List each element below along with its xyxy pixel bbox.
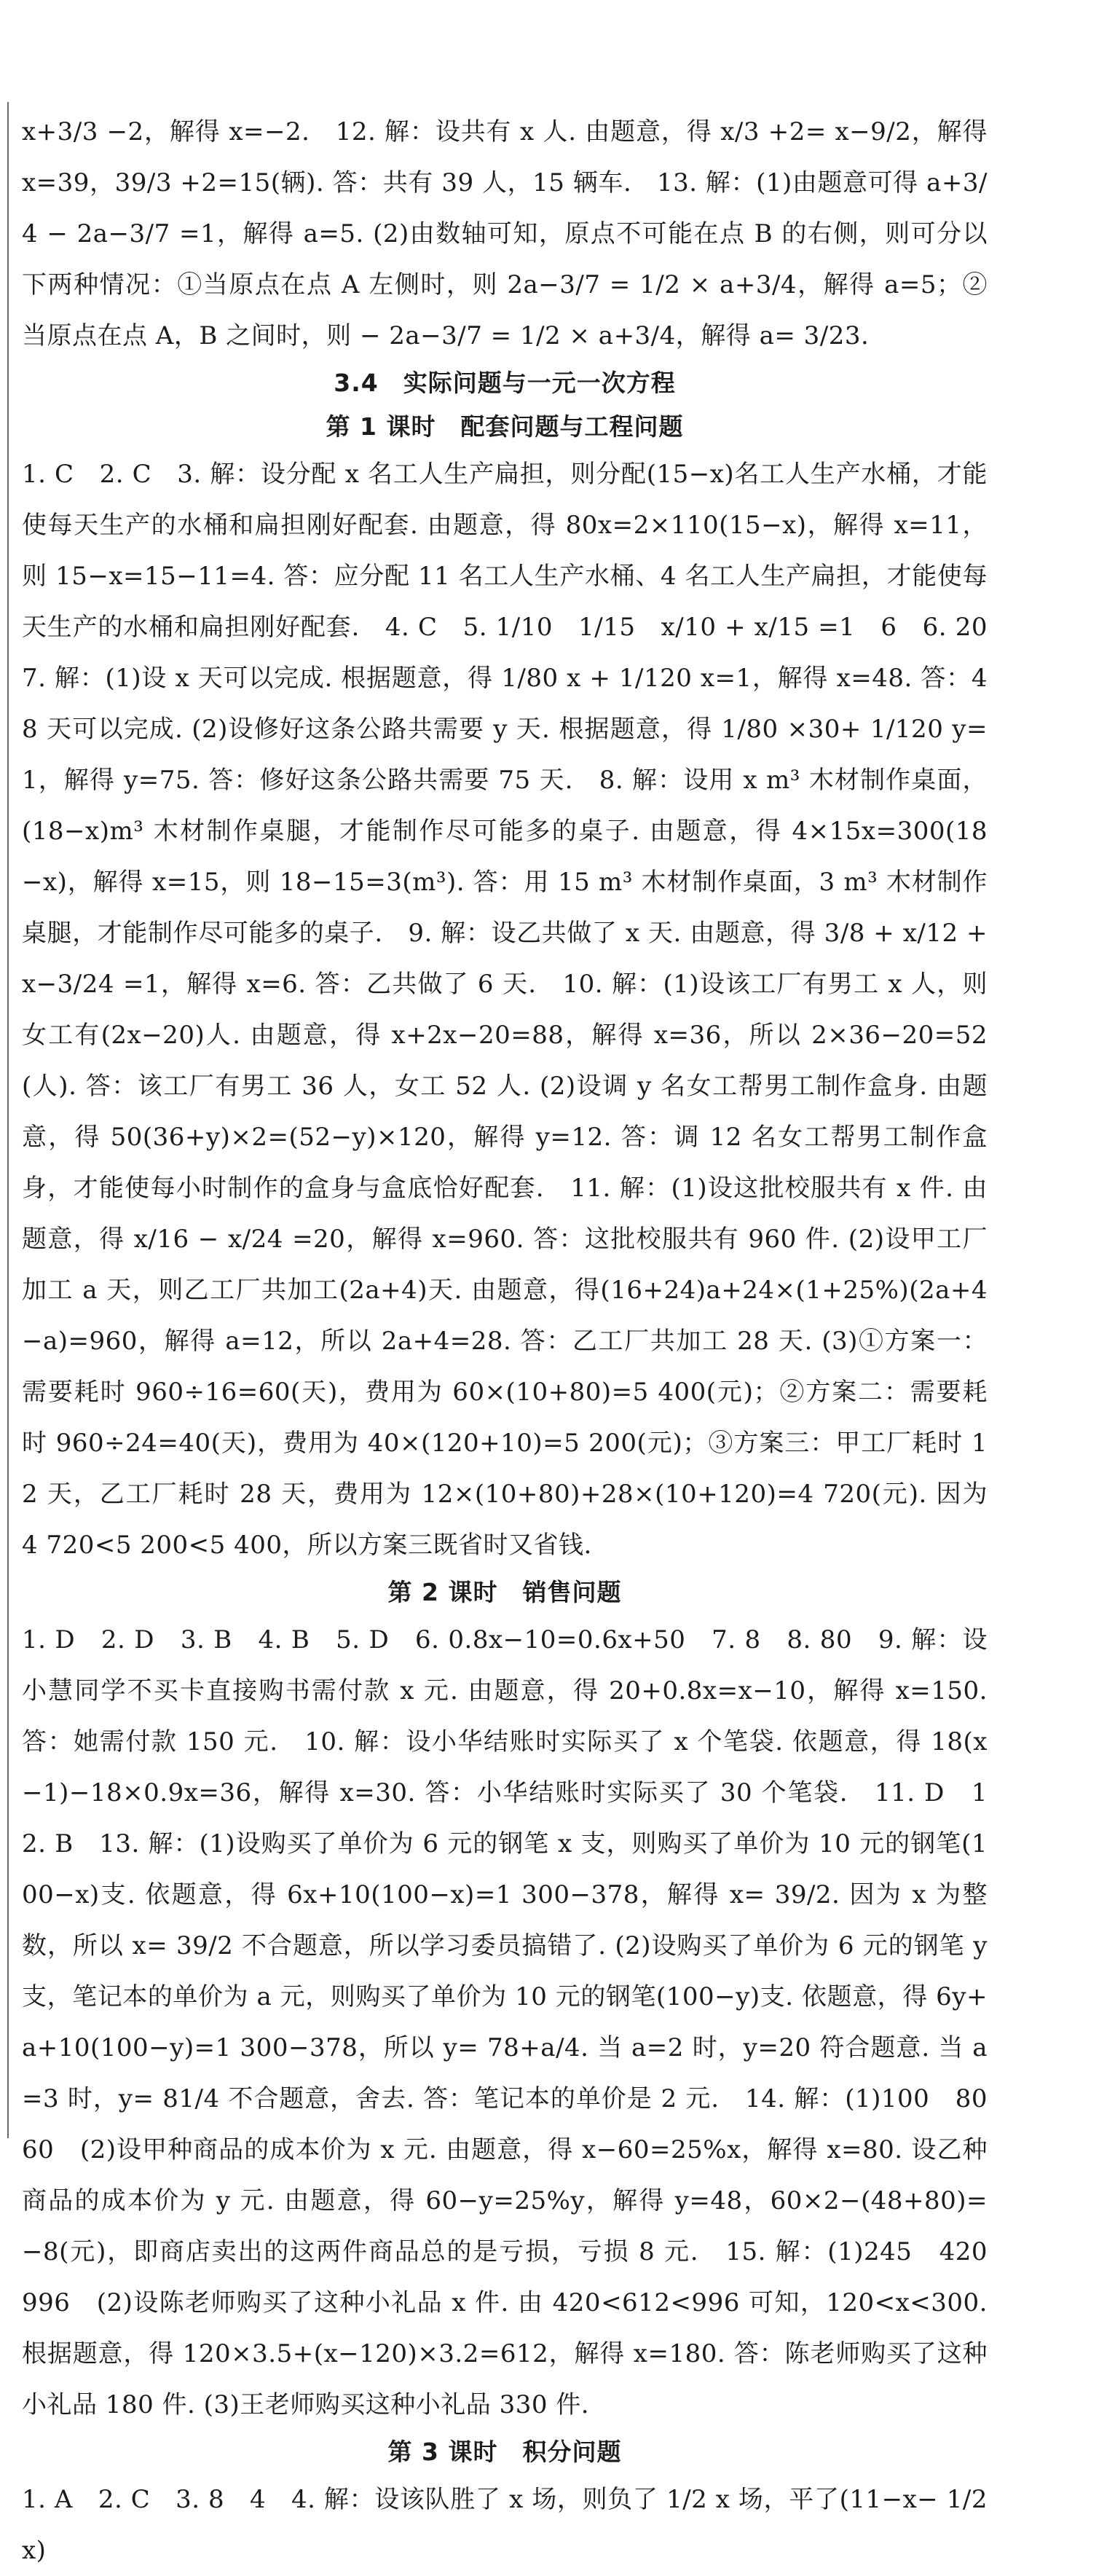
answer-paragraph-continuation: x+3/3 −2，解得 x=−2. 12. 解：设共有 x 人. 由题意，得 x/3 +2= x−9/2，解得 x=39，39/3 +2=15(辆). 答：共有 39 人，15 辆车. 13. 解：(1)由题意可得 a+3/4 − 2a−3/7 =1，解得 a=5. (2)由数轴可知，原点不可能在点 B 的右侧，则可分以下两种情况：①当原点在点 A 左侧时，则 2a−3/7 = 1/2 × a+3/4，解得 a=5；②当原点在点 A，B 之间时，则 − 2a−3/7 = 1/2 × a+3/4，解得 a= 3/23. bbox=[22, 117, 988, 350]
answer-paragraph-lesson-2: 1. D 2. D 3. B 4. B 5. D 6. 0.8x−10=0.6x+50 7. 8 8. 80 9. 解：设小慧同学不买卡直接购书需付款 x 元. 由题意，得 20+0.8x=x−10，解得 x=150. 答：她需付款 150 元. 10. 解：设小华结账时实际买了 x 个笔袋. 依题意，得 18(x−1)−18×0.9x=36，解得 x=30. 答：小华结账时实际买了 30 个笔袋. 11. D 12. B 13. 解：(1)设购买了单价为 6 元的钢笔 x 支，则购买了单价为 10 元的钢笔(100−x)支. 依题意，得 6x+10(100−x)=1 300−378，解得 x= 39/2. 因为 x 为整数，所以 x= 39/2 不合题意，所以学习委员搞错了. (2)设购买了单价为 6 元的钢笔 y 支，笔记本的单价为 a 元，则购买了单价为 10 元的钢笔(100−y)支. 依题意，得 6y+a+10(100−y)=1 300−378，所以 y= 78+a/4. 当 a=2 时，y=20 符合题意. 当 a=3 时，y= 81/4 不合题意，舍去. 答：笔记本的单价是 2 元. 14. 解：(1)100 80 60 (2)设甲种商品的成本价为 x 元. 由题意，得 x−60=25%x，解得 x=80. 设乙种商品的成本价为 y 元. 由题意，得 60−y=25%y，解得 y=48，60×2−(48+80)=−8(元)，即商店卖出的这两件商品总的是亏损，亏损 8 元. 15. 解：(1)245 420 996 (2)设陈老师购买了这种小礼品 x 件. 由 420<612<996 可知，120<x<300. 根据题意，得 120×3.5+(x−120)×3.2=612，解得 x=180. 答：陈老师购买了这种小礼品 180 件. (3)王老师购买这种小礼品 330 件. bbox=[22, 1625, 1013, 2419]
lesson-heading-2: 第 2 课时 销售问题 bbox=[387, 1578, 622, 1606]
lesson-heading-3: 第 3 课时 积分问题 bbox=[387, 2438, 622, 2466]
section-heading-3-4: 3.4 实际问题与一元一次方程 bbox=[334, 369, 676, 397]
lesson-heading-1: 第 1 课时 配套问题与工程问题 bbox=[326, 412, 684, 441]
answer-paragraph-lesson-3: 1. A 2. C 3. 8 4 4. 解：设该队胜了 x 场，则负了 1/2 x 场，平了(11−x− 1/2 x) bbox=[22, 2485, 988, 2565]
answer-page bbox=[22, 106, 1013, 2576]
left-margin-rule bbox=[7, 102, 9, 2138]
answer-paragraph-lesson-1: 1. C 2. C 3. 解：设分配 x 名工人生产扁担，则分配(15−x)名工人生产水桶，才能使每天生产的水桶和扁担刚好配套. 由题意，得 80x=2×110(15−x)，解得 x=11，则 15−x=15−11=4. 答：应分配 11 名工人生产水桶、4 名工人生产扁担，才能使每天生产的水桶和扁担刚好配套. 4. C 5. 1/10 1/15 x/10 + x/15 =1 6 6. 20 7. 解：(1)设 x 天可以完成. 根据题意，得 1/80 x + 1/120 x=1，解得 x=48. 答：48 天可以完成. (2)设修好这条公路共需要 y 天. 根据题意，得 1/80 ×30+ 1/120 y=1，解得 y=75. 答：修好这条公路共需要 75 天. 8. 解：设用 x m³ 木材制作桌面，(18−x)m³ 木材制作桌腿，才能制作尽可能多的桌子. 由题意，得 4×15x=300(18−x)，解得 x=15，则 18−15=3(m³). 答：用 15 m³ 木材制作桌面，3 m³ 木材制作桌腿，才能制作尽可能多的桌子. 9. 解：设乙共做了 x 天. 由题意，得 3/8 + x/12 + x−3/24 =1，解得 x=6. 答：乙共做了 6 天. 10. 解：(1)设该工厂有男工 x 人，则女工有(2x−20)人. 由题意，得 x+2x−20=88，解得 x=36，所以 2×36−20=52(人). 答：该工厂有男工 36 人，女工 52 人. (2)设调 y 名女工帮男工制作盒身. 由题意，得 50(36+y)×2=(52−y)×120，解得 y=12. 答：调 12 名女工帮男工制作盒身，才能使每小时制作的盒身与盒底恰好配套. 11. 解：(1)设这批校服共有 x 件. 由题意，得 x/16 − x/24 =20，解得 x=960. 答：这批校服共有 960 件. (2)设甲工厂加工 a 天，则乙工厂共加工(2a+4)天. 由题意，得(16+24)a+24×(1+25%)(2a+4−a)=960，解得 a=12，所以 2a+4=28. 答：乙工厂共加工 28 天. (3)①方案一：需要耗时 960÷16=60(天)，费用为 60×(10+80)=5 400(元)；②方案二：需要耗时 960÷24=40(天)，费用为 40×(120+10)=5 200(元)；③方案三：甲工厂耗时 12 天，乙工厂耗时 28 天，费用为 12×(10+80)+28×(10+120)=4 720(元). 因为 4 720<5 200<5 400，所以方案三既省时又省钱. bbox=[22, 460, 1013, 1560]
